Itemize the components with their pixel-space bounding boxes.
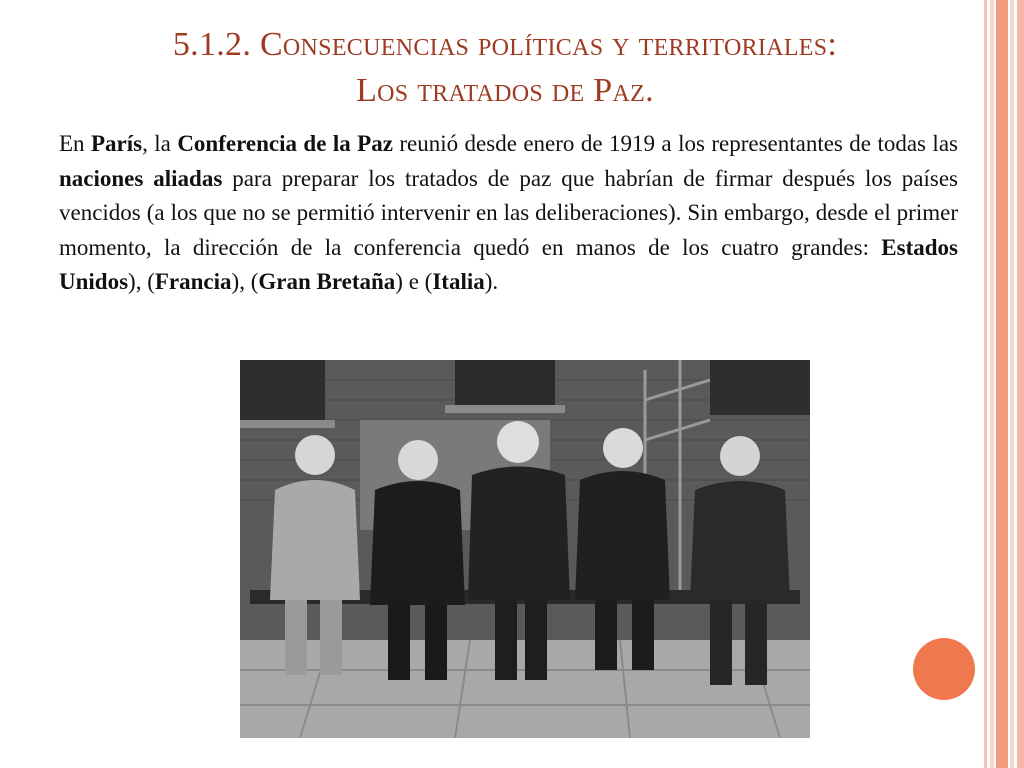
photo-illustration (240, 360, 810, 738)
bold-run-naciones-aliadas: naciones aliadas (59, 165, 223, 191)
border-stripe (996, 0, 1008, 768)
text-run: reunió desde enero de 1919 a los representantes de todas las (392, 131, 958, 156)
decorative-orange-circle (913, 638, 975, 700)
bold-run-paris: París (90, 131, 143, 156)
slide-title-line-1: 5.1.2. Consecuencias políticas y territoriales: (172, 26, 838, 63)
text-run: En (59, 131, 91, 156)
text-run: ). (484, 269, 499, 294)
text-run: ), ( (128, 269, 155, 294)
text-run: , la (142, 131, 178, 156)
text-run: ), ( (231, 269, 259, 294)
bold-run-francia: Francia (154, 269, 232, 294)
bold-run-estados-unidos: Estados Unidos (59, 234, 958, 294)
slide-title-line-2: Los tratados de Paz. (356, 72, 654, 109)
bold-run-italia: Italia (432, 269, 485, 294)
slide-title (40, 22, 970, 114)
text-run: ) e ( (395, 269, 433, 294)
bold-run-gran-bretana: Gran Bretaña (258, 269, 396, 294)
border-stripe (990, 0, 994, 768)
bold-run-conferencia: Conferencia de la Paz (177, 131, 393, 156)
decorative-right-border (984, 0, 1024, 768)
text-run: para preparar los tratados de paz que habrían de firmar después los países vencidos (a los que no se permitió intervenir en las deliberaciones). Sin embargo, desde el primer momento, la dirección de la conferencia quedó en manos de los cuatro grandes: (59, 165, 958, 260)
historical-photo (240, 360, 810, 738)
border-stripe (1017, 0, 1024, 768)
body-paragraph (59, 127, 958, 300)
border-stripe (984, 0, 987, 768)
border-stripe (1010, 0, 1014, 768)
